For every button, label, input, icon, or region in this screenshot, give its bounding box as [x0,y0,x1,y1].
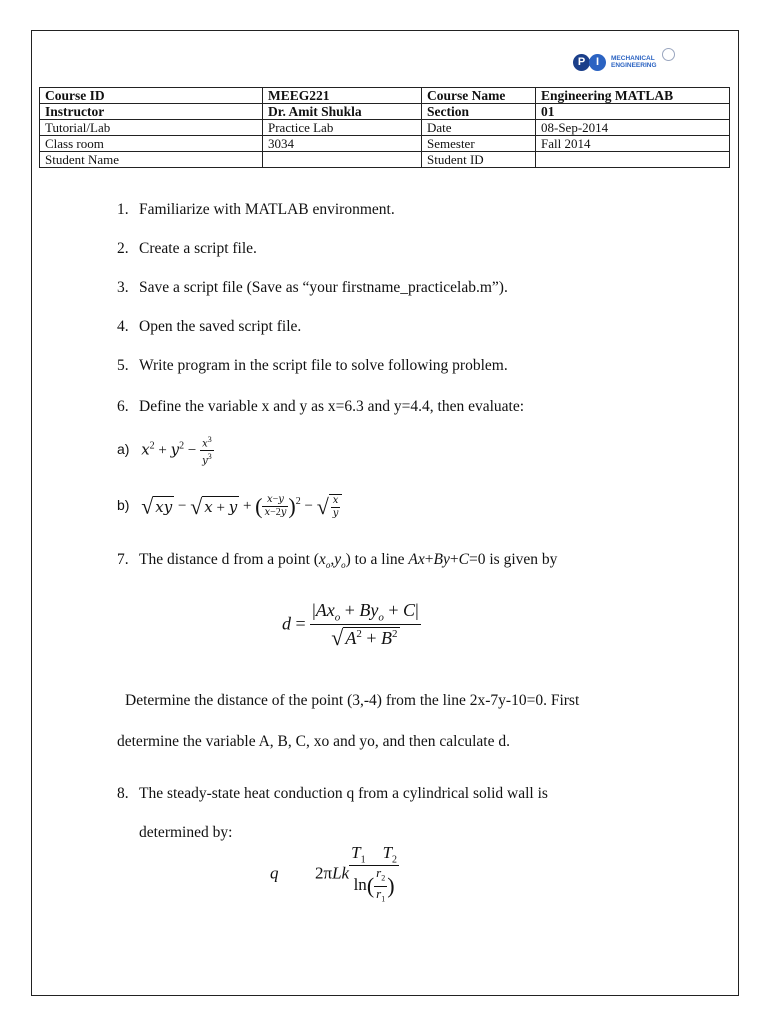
table-cell: Dr. Amit Shukla [263,104,422,120]
table-cell: Practice Lab [263,120,422,136]
table-cell: Instructor [40,104,263,120]
list-item: 7. The distance d from a point $(x_o,y_o)$ to a line Ax+By+C=0 is given by [117,551,558,571]
table-cell: Section [422,104,536,120]
course-info-table [39,87,730,168]
equation-b: b) √ xy − √ x + y + ( $\frac{x-y}{x-2y}$ )$^2$ − √ $\frac{x}{y}$ [117,492,342,520]
table-cell: 01 [536,104,730,120]
table-cell: MEEG221 [263,88,422,104]
student-id-value [536,152,730,168]
list-item: 8. The steady-state heat conduction q from a cylindrical solid wall is [117,785,548,802]
table-row [40,120,730,136]
list-item: 2. Create a script file. [117,240,257,257]
table-row [40,152,730,168]
table-cell: Fall 2014 [536,136,730,152]
table-cell: Course Name [422,88,536,104]
table-row [40,104,730,120]
logo-text: MECHANICAL ENGINEERING [611,55,657,69]
table-cell: 3034 [263,136,422,152]
student-name-value [263,152,422,168]
heat-conduction-formula: q 2πLk $T_1$ $T_2$ ln( $\frac{r_2}{r_1}$ ) [270,843,398,904]
list-item: 4. Open the saved script file. [117,318,302,335]
table-cell: Date [422,120,536,136]
logo-p-circle: P [573,54,590,71]
list-item: 1. Familiarize with MATLAB environment. [117,201,395,218]
logo-i-circle: I [589,54,606,71]
list-item: 3. Save a script file (Save as “your firstname_practicelab.m”). [117,279,508,296]
logo-ring-icon [662,48,675,61]
table-cell: Semester [422,136,536,152]
table-cell: Student ID [422,152,536,168]
list-item: 5. Write program in the script file to solve following problem. [117,357,508,374]
table-cell: Tutorial/Lab [40,120,263,136]
list-item: 6. Define the variable x and y as x=6.3 and y=4.4, then evaluate: [117,398,525,415]
table-cell: Course ID [40,88,263,104]
paragraph-line: Determine the distance of the point (3,-4) from the line 2x-7y-10=0. First [125,692,580,709]
table-row [40,136,730,152]
table-cell: Engineering MATLAB [536,88,730,104]
table-cell: 08-Sep-2014 [536,120,730,136]
pi-logo [571,48,681,76]
paragraph-line: determine the variable A, B, C, xo and yo, and then calculate d. [117,733,510,750]
table-row [40,88,730,104]
paragraph-line: determined by: [139,824,233,841]
distance-formula: d = $\frac{|Ax_o + By_o + C|}{√ A^2 + B^2}$ [282,600,419,650]
table-cell: Class room [40,136,263,152]
table-cell: Student Name [40,152,263,168]
equation-a: a) $x^2 + y^2$ − $\frac{x^3}{y^3}$ [117,435,212,467]
